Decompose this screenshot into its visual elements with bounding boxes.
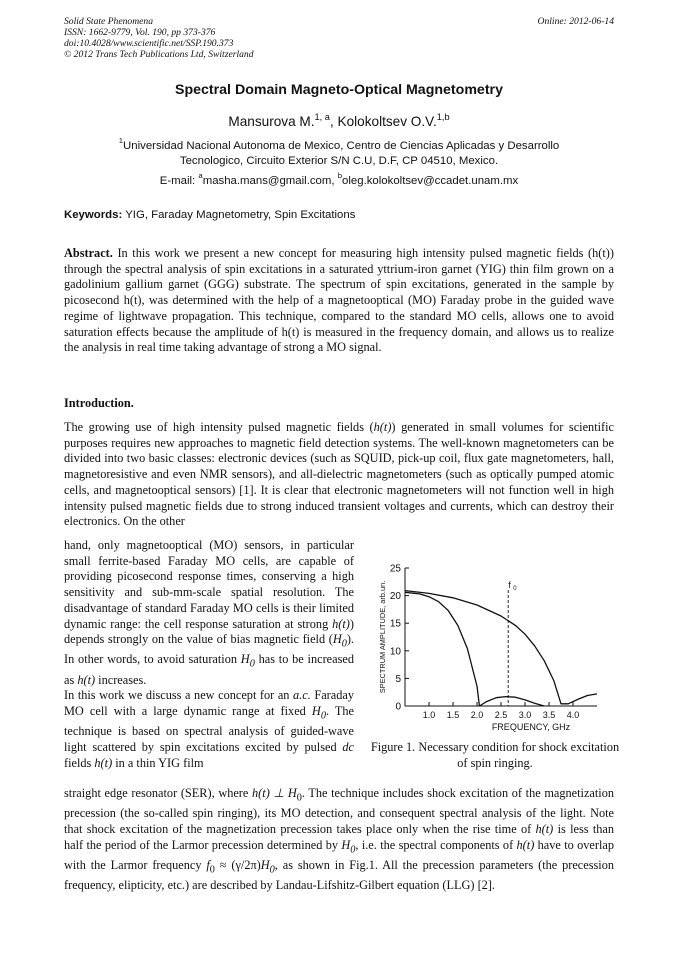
x-axis-label: FREQUENCY, GHz — [491, 722, 571, 732]
author-1: Mansurova M. — [228, 114, 315, 129]
col2-e: in a thin YIG film — [112, 755, 204, 770]
keywords-label: Keywords: — [64, 209, 123, 221]
intro-continuation: straight edge resonator (SER), where h(t) ⊥ $H_0$. The technique includes shock excitation of the magnetization precession (the so-called spin ringing), its MO detection, and consequent spectral analysis of the light. Note that shock excitation of the magnetization precession takes place only when the rise time of h(t) is less than half the period of the Larmor precession determined by $H_0$, i.e. the spectral components of h(t) have to overlap with the Larmor frequency $f_0 \approx (\gamma/2\pi)H_0$, as shown in Fig.1. All the precession parameters (the precession frequency, elipticity, etc.) are described by Landau-Lifshitz-Gilbert equation (LLG) [2]. — [64, 786, 615, 892]
intro-paragraph — [64, 420, 614, 530]
y-tick-label: 10 — [389, 646, 401, 658]
col2-dc: dc — [342, 739, 354, 754]
bottom-4: , i.e. the spectral components of — [355, 837, 517, 852]
col1-d: has to be increased as — [64, 652, 354, 687]
x-tick-label: 2.5 — [494, 710, 508, 720]
f0-annotation: f — [508, 580, 511, 590]
col1-b: ) depends strongly on the value of bias magnetic field ( — [64, 616, 354, 647]
col2-d: fields — [64, 755, 95, 770]
y-axis-label: SPECTRUM AMPLITUDE, arb.un. — [378, 580, 387, 694]
x-tick-label: 4.0 — [566, 710, 580, 720]
issn: ISSN: 1662-9779, Vol. 190, pp 373-376 — [64, 27, 216, 38]
col1-H0: H — [332, 632, 342, 647]
paper-title: Spectral Domain Magneto-Optical Magnetometry — [175, 82, 503, 98]
x-tick-label: 1.5 — [446, 710, 460, 720]
bottom-6: f — [206, 857, 210, 872]
email-a[interactable]: masha.mans@gmail.com, — [202, 175, 338, 187]
online-date: Online: 2012-06-14 — [537, 16, 614, 27]
col1-e: increases. — [95, 672, 147, 687]
perp-formula: h(t) ⊥ H — [252, 786, 297, 800]
keywords — [64, 209, 355, 221]
y-tick-label: 20 — [389, 591, 401, 603]
series-line-wide — [405, 591, 597, 704]
series-line-narrow — [405, 592, 544, 706]
doi: doi:10.4028/www.scientific.net/SSP.190.373 — [64, 38, 234, 49]
intro-p1b: ) generated in small volumes for scientific purposes requires new approaches to magnetic field detection systems. The well-known magnetometers can be divided into two basic classes: electronic devices (such as SQUID, pick-up coil, flux gate magnetometers, hall, magnetoresistive and even NMR sensors), and all-dielectric magnetometers (such as optically pumped atomic cells, and magnetooptical sensors) [1]. It is clear that electronic magnetometers will not function well in high intensity pulsed magnetic fields due to strong induced transient voltages and currents, which can destroy their electronics. On the other — [64, 420, 614, 529]
email-b[interactable]: oleg.kolokoltsev@ccadet.unam.mx — [342, 175, 519, 187]
bottom-2: . The technique includes shock excitation of the magnetization precession (the so-called spin ringing), its MO detection, and consequent spectral analysis of the light. Note that shock excitation of the magnetization precession takes place only when the rise time of — [64, 786, 615, 836]
bottom-1: straight edge resonator (SER), where — [64, 786, 253, 800]
col1-ht: h(t) — [77, 672, 96, 687]
bottom-7: ≈ (γ/2π) — [214, 857, 261, 872]
affiliation-sup: 1 — [118, 136, 124, 146]
col2-ht: h(t) — [94, 755, 113, 770]
bottom-8: , as shown in Fig.1. All the precession parameters (the precession frequency, elipticity, etc.) are described by Landau-Lifshitz-Gilbert equation (LLG) [2]. — [64, 857, 615, 892]
f0-annotation-sub: 0 — [513, 586, 517, 592]
intro-p1a: The growing use of high intensity pulsed magnetic fields ( — [64, 420, 374, 434]
author-2-sup: 1,b — [436, 111, 450, 122]
y-tick-label: 5 — [395, 673, 401, 685]
authors — [0, 111, 678, 129]
abstract — [64, 246, 614, 356]
y-tick-label: 15 — [389, 618, 401, 630]
intro-heading: Introduction. — [64, 396, 134, 410]
col1-sym: h(t) — [332, 616, 350, 631]
h-of-t-vector: h(t) — [373, 420, 392, 434]
affiliation-line2: Tecnologico, Circuito Exterior S/N C.U, D.F, CP 04510, Mexico. — [179, 154, 499, 167]
x-tick-label: 2.0 — [470, 710, 484, 720]
y-tick-label: 0 — [395, 701, 401, 713]
email-label: E-mail: — [159, 175, 199, 187]
keywords-text: YIG, Faraday Magnetometry, Spin Excitations — [122, 209, 356, 221]
bottom-3: is less than half the period of the Larmor precession determined by — [64, 821, 614, 852]
y-tick-label: 25 — [389, 563, 401, 575]
journal-name: Solid State Phenomena — [64, 16, 153, 27]
col1-c: ). In other words, to avoid saturation — [64, 632, 354, 667]
abstract-label: Abstract. — [64, 246, 113, 260]
col2-ac: a.c. — [293, 688, 311, 703]
abstract-text: In this work we present a new concept for measuring high intensity pulsed magnetic fields (h(t)) through the spectral analysis of spin excitations in a saturated yttrium-iron garnet (YIG) thin film grown on a gadolinium gallium garnet (GGG) substrate. The spectrum of spin excitations, generated in the sample by picosecond h(t), was determined with the help of a magnetooptical (MO) Faraday probe in the guided wave regime of lightwave propagation. This technique, compared to the standard MO cells, allows one to avoid saturation effects because the amplitude of h(t) is measured in the frequency domain, and allows us to realize the analysis in real time taking advantage of strong a MO signal. — [64, 246, 614, 355]
email-line — [0, 171, 678, 187]
email-sup-a: a — [198, 171, 203, 181]
affiliation — [60, 136, 618, 168]
x-tick-label: 3.5 — [542, 710, 556, 720]
col1-text: hand, only magnetooptical (MO) sensors, in particular small ferrite-based Faraday MO cells, are capable of providing picosecond response times, conserving a high sensitivity and sub-mm-scale spatial resolution. The disadvantage of standard Faraday MO cells is their limited dynamic range: the cell response saturation at strong — [64, 538, 354, 631]
author-sep: , — [329, 114, 338, 129]
col2-b: Faraday MO cell with a large dynamic range at fixed — [64, 688, 354, 718]
journal-header — [64, 16, 254, 60]
x-tick-label: 1.0 — [422, 710, 436, 720]
copyright: © 2012 Trans Tech Publications Ltd, Switzerland — [64, 49, 254, 60]
col2-a: In this work we discuss a new concept for an — [64, 688, 294, 703]
email-sup-b: b — [337, 171, 343, 181]
x-tick-label: 3.0 — [518, 710, 532, 720]
figure-caption: Figure 1. Necessary condition for shock excitation of spin ringing. — [370, 740, 620, 770]
bottom-5: have to overlap with the Larmor frequency — [64, 837, 615, 872]
col2-c: . The technique is based on spectral analysis of guided-wave light scattered by spin excitations excited by pulsed — [64, 703, 355, 754]
author-2: Kolokoltsev O.V. — [337, 114, 437, 129]
author-1-sup: 1, a — [314, 111, 330, 122]
affiliation-line1: Universidad Nacional Autonoma de Mexico, Centro de Ciencias Aplicadas y Desarrollo — [123, 140, 560, 152]
intro-column: hand, only magnetooptical (MO) sensors, in particular small ferrite-based Faraday MO cells, are capable of providing picosecond response times, conserving a high sensitivity and sub-mm-scale spatial resolution. The disadvantage of standard Faraday MO cells is their limited dynamic range: the cell response saturation at strong h(t)) depends strongly on the value of bias magnetic field $(H_0)$. In other words, to avoid saturation $H_0$ has to be increased as h(t) increases. In this work we discuss a new concept for an a.c. Faraday MO cell with a large dynamic range at fixed $H_0$. The technique is based on spectral analysis of guided-wave light scattered by spin excitations excited by pulsed dc fields h(t) in a thin YIG film — [64, 538, 355, 770]
spectrum-chart — [372, 560, 622, 732]
